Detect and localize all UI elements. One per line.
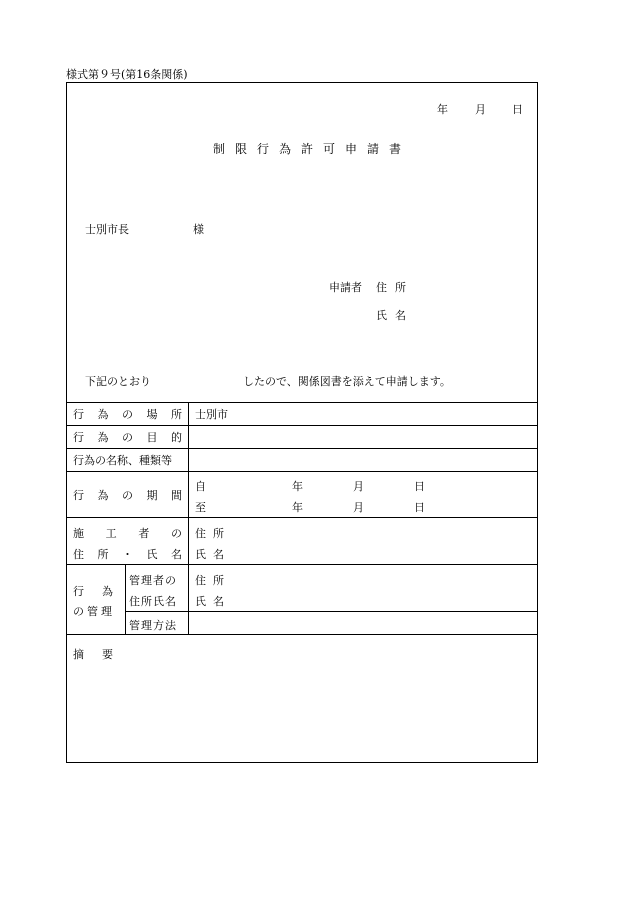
rule-management-top (67, 564, 537, 565)
date-month: 月 (475, 103, 486, 116)
management-label-line2: の管理 (73, 605, 115, 618)
statement-suffix: したので、関係図書を添えて申請します。 (243, 375, 451, 388)
contractor-label-line1: 施 工 者 の (73, 527, 182, 540)
period-to-month: 月 (353, 501, 364, 514)
applicant-name-label: 氏名 (376, 309, 414, 322)
management-label-line1: 行 為 (73, 585, 113, 598)
manager-label-line2: 住所氏名 (129, 595, 177, 608)
management-method-label: 管理方法 (129, 619, 177, 632)
addressee-honorific: 様 (193, 223, 204, 236)
place-value: 士別市 (195, 408, 228, 421)
rule-summary-top (67, 634, 537, 635)
applicant-address-label: 住所 (376, 281, 414, 294)
document-title: 制限行為許可申請書 (213, 142, 412, 156)
addressee-mayor: 士別市長 (85, 223, 129, 236)
rule-name-top (67, 448, 537, 449)
statement-prefix: 下記のとおり (85, 375, 151, 388)
name-type-label: 行為の名称、種類等 (73, 454, 172, 467)
period-from-day: 日 (414, 480, 425, 493)
purpose-label: 行 為 の 目 的 (73, 431, 182, 444)
period-from: 自 (195, 480, 206, 493)
period-label: 行 為 の 期 間 (73, 489, 182, 502)
applicant-label: 申請者 (329, 281, 362, 294)
manager-name-label: 氏名 (195, 595, 231, 608)
rule-place-top (67, 402, 537, 403)
manager-label-line1: 管理者の (129, 574, 177, 587)
contractor-address-label: 住所 (195, 527, 231, 540)
manager-address-label: 住所 (195, 574, 231, 587)
rule-period-top (67, 471, 537, 472)
period-to-year: 年 (292, 501, 303, 514)
rule-purpose-top (67, 425, 537, 426)
rule-method-top (125, 611, 538, 612)
period-to: 至 (195, 501, 206, 514)
contractor-label-line2: 住 所 ・ 氏 名 (73, 548, 182, 561)
rule-management-sub-column (125, 564, 126, 634)
date-year: 年 (437, 103, 448, 116)
place-label: 行 為 の 場 所 (73, 408, 182, 421)
summary-label: 摘要 (73, 648, 131, 661)
form-number-label: 様式第９号(第16条関係) (66, 68, 188, 81)
period-to-day: 日 (414, 501, 425, 514)
application-form-frame (66, 82, 538, 763)
period-from-year: 年 (292, 480, 303, 493)
rule-label-column (188, 402, 189, 634)
rule-contractor-top (67, 517, 537, 518)
period-from-month: 月 (353, 480, 364, 493)
date-day: 日 (512, 103, 523, 116)
contractor-name-label: 氏名 (195, 548, 231, 561)
